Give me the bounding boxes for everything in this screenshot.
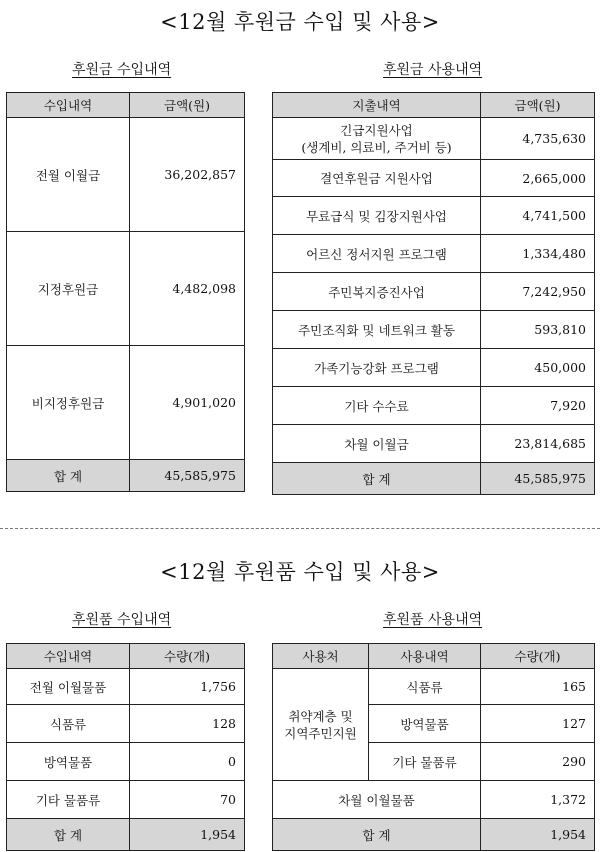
table-row bbox=[273, 160, 595, 197]
income-amount: 36,202,857 bbox=[130, 118, 245, 232]
usage-label: 주민조직화 및 네트워크 활동 bbox=[273, 311, 481, 349]
goods-usage-qty: 290 bbox=[481, 743, 595, 781]
income-label: 비지정후원금 bbox=[7, 346, 130, 460]
total-label: 합 계 bbox=[7, 819, 130, 851]
goods-income-label: 전월 이월물품 bbox=[7, 669, 130, 705]
usage-amount: 4,741,500 bbox=[481, 197, 595, 235]
usage-amount: 593,810 bbox=[481, 311, 595, 349]
goods-usage-label: 방역물품 bbox=[369, 705, 481, 743]
table-row bbox=[7, 669, 245, 705]
usage-label: 주민복지증진사업 bbox=[273, 273, 481, 311]
goods-usage-subtitle: 후원품 사용내역 bbox=[383, 612, 483, 628]
table-row bbox=[273, 781, 595, 819]
table-row bbox=[7, 743, 245, 781]
usage-label-sub: (생계비, 의료비, 주거비 등) bbox=[301, 139, 452, 155]
goods-income-qty: 70 bbox=[130, 781, 245, 819]
usage-amount: 7,242,950 bbox=[481, 273, 595, 311]
money-usage-subtitle: 후원금 사용내역 bbox=[383, 62, 483, 78]
carry-over-qty: 1,372 bbox=[481, 781, 595, 819]
money-income-subtitle: 후원금 수입내역 bbox=[72, 62, 172, 78]
money-usage-table bbox=[272, 92, 595, 495]
usage-label-main: 긴급지원사업 bbox=[340, 122, 413, 138]
total-amount: 45,585,975 bbox=[130, 460, 245, 492]
header-cell: 사용처 bbox=[273, 644, 369, 669]
goods-income-qty: 1,756 bbox=[130, 669, 245, 705]
money-income-table bbox=[6, 92, 245, 492]
carry-over-label: 차월 이월물품 bbox=[273, 781, 481, 819]
header-cell: 수량(개) bbox=[130, 644, 245, 669]
table-row bbox=[273, 273, 595, 311]
goods-usage-label: 식품류 bbox=[369, 669, 481, 705]
income-amount: 4,482,098 bbox=[130, 232, 245, 346]
header-cell: 사용내역 bbox=[369, 644, 481, 669]
table-row bbox=[273, 669, 595, 705]
usage-amount: 2,665,000 bbox=[481, 160, 595, 197]
table-row bbox=[273, 387, 595, 425]
goods-income-label: 기타 물품류 bbox=[7, 781, 130, 819]
total-row bbox=[7, 819, 245, 851]
income-label: 지정후원금 bbox=[7, 232, 130, 346]
header-cell: 지출내역 bbox=[273, 93, 481, 118]
section-divider bbox=[0, 528, 600, 529]
table-row bbox=[7, 232, 245, 346]
table-row bbox=[273, 197, 595, 235]
header-cell: 수입내역 bbox=[7, 644, 130, 669]
total-row bbox=[273, 463, 595, 495]
table-row bbox=[273, 425, 595, 463]
total-row bbox=[7, 460, 245, 492]
usage-amount: 7,920 bbox=[481, 387, 595, 425]
usage-amount: 450,000 bbox=[481, 349, 595, 387]
table-row bbox=[7, 781, 245, 819]
usage-label: 기타 수수료 bbox=[273, 387, 481, 425]
goods-usage-label: 기타 물품류 bbox=[369, 743, 481, 781]
total-label: 합 계 bbox=[273, 463, 481, 495]
goods-income-label: 방역물품 bbox=[7, 743, 130, 781]
goods-income-table bbox=[6, 643, 245, 851]
usage-amount: 4,735,630 bbox=[481, 118, 595, 160]
table-row bbox=[273, 235, 595, 273]
table-row bbox=[7, 705, 245, 743]
header-cell: 수량(개) bbox=[481, 644, 595, 669]
usage-label: 무료급식 및 김장지원사업 bbox=[273, 197, 481, 235]
goods-usage-table bbox=[272, 643, 595, 851]
header-cell: 수입내역 bbox=[7, 93, 130, 118]
donation-money-title: <12월 후원금 수입 및 사용> bbox=[160, 10, 440, 34]
recipient-cell bbox=[273, 669, 369, 781]
header-cell: 금액(원) bbox=[130, 93, 245, 118]
usage-label: 가족기능강화 프로그램 bbox=[273, 349, 481, 387]
table-row bbox=[273, 311, 595, 349]
table-header-row bbox=[273, 93, 595, 118]
goods-income-qty: 128 bbox=[130, 705, 245, 743]
table-row bbox=[7, 346, 245, 460]
goods-income-qty: 0 bbox=[130, 743, 245, 781]
header-cell: 금액(원) bbox=[481, 93, 595, 118]
recipient-line: 지역주민지원 bbox=[284, 725, 357, 741]
table-row bbox=[273, 118, 595, 160]
income-label: 전월 이월금 bbox=[7, 118, 130, 232]
usage-label bbox=[273, 118, 481, 160]
usage-amount: 23,814,685 bbox=[481, 425, 595, 463]
usage-amount: 1,334,480 bbox=[481, 235, 595, 273]
total-row bbox=[273, 819, 595, 851]
table-header-row bbox=[7, 93, 245, 118]
total-qty: 1,954 bbox=[481, 819, 595, 851]
usage-label: 차월 이월금 bbox=[273, 425, 481, 463]
total-amount: 45,585,975 bbox=[481, 463, 595, 495]
table-header-row bbox=[273, 644, 595, 669]
total-qty: 1,954 bbox=[130, 819, 245, 851]
income-amount: 4,901,020 bbox=[130, 346, 245, 460]
donation-goods-title: <12월 후원품 수입 및 사용> bbox=[160, 560, 440, 584]
usage-label: 결연후원금 지원사업 bbox=[273, 160, 481, 197]
goods-income-label: 식품류 bbox=[7, 705, 130, 743]
total-label: 합 계 bbox=[273, 819, 481, 851]
goods-income-subtitle: 후원품 수입내역 bbox=[72, 612, 172, 628]
recipient-line: 취약계층 및 bbox=[288, 708, 353, 724]
table-header-row bbox=[7, 644, 245, 669]
table-row bbox=[7, 118, 245, 232]
goods-usage-qty: 127 bbox=[481, 705, 595, 743]
usage-label: 어르신 정서지원 프로그램 bbox=[273, 235, 481, 273]
table-row bbox=[273, 349, 595, 387]
goods-usage-qty: 165 bbox=[481, 669, 595, 705]
total-label: 합 계 bbox=[7, 460, 130, 492]
